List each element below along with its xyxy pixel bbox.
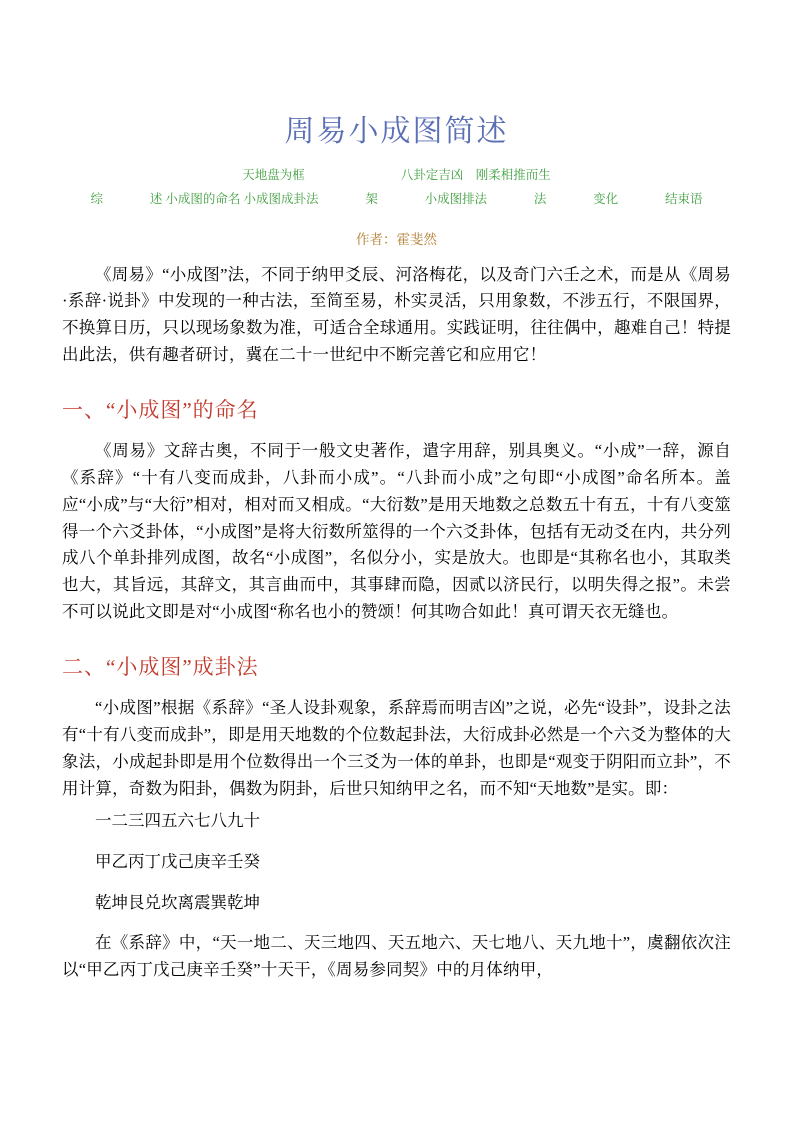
section-heading-2: 二、“小成图”成卦法 bbox=[62, 655, 259, 680]
toc-item-bianhua[interactable]: 变化 bbox=[593, 191, 619, 206]
toc-item-tiandipan[interactable]: 天地盘为框 bbox=[242, 168, 305, 182]
author-line: 作者：霍斐然 bbox=[356, 231, 437, 247]
section-2-trailing-paragraph: 在《系辞》中，“天一地二、天三地四、天五地六、天七地八、天九地十”，虞翻依次注以“甲乙丙丁戊己庚辛壬癸”十天干，《周易参同契》中的月体纳甲， bbox=[62, 933, 731, 980]
toc-item-paifa[interactable]: 小成图排法 bbox=[424, 191, 488, 206]
heavenly-stems-line: 甲乙丙丁戊己庚辛壬癸 bbox=[95, 852, 260, 871]
intro-paragraph: 《周易》“小成图”法，不同于纳甲爻辰、河洛梅花，以及奇门六壬之术，而是从《周易·系辞·说卦》中发现的一种古法，至简至易，朴实灵活，只用象数，不涉五行，不限国界，不换算日历，只以现场象数为准，可适合全球通用。实践证明，往往偶中，趣难自己！特提出此法，供有趣者研讨，冀在二十一世纪中不断完善它和应用它！ bbox=[62, 264, 731, 364]
trigrams-line: 乾坤艮兑坎离震巽乾坤 bbox=[95, 892, 260, 912]
page-title: 周易小成图简述 bbox=[284, 115, 509, 148]
toc-item-shu[interactable]: 述 小成图的命名 小成图成卦法 bbox=[149, 191, 319, 206]
toc-item-zong[interactable]: 综 bbox=[90, 191, 104, 206]
toc-row-bottom bbox=[77, 188, 717, 212]
section-heading-1: 一、“小成图”的命名 bbox=[62, 398, 259, 423]
toc-item-jieshuyu[interactable]: 结束语 bbox=[664, 191, 703, 206]
toc-item-fa[interactable]: 法 bbox=[533, 191, 547, 206]
table-of-contents bbox=[77, 164, 717, 212]
section-2-paragraph-1: “小成图”根据《系辞》“圣人设卦观象，系辞焉而明吉凶”之说，必先“设卦”，设卦之法有“十有八变而成卦”，即是用天地数的个位数起卦法，大衍成卦必然是一个六爻为整体的大象法，小成起卦即是用个位数得出一个三爻为一体的单卦，也即是“观变于阴阳而立卦”，不用计算，奇数为阳卦，偶数为阴卦，后世只知纳甲之名，而不知“天地数”是实。即： bbox=[62, 698, 731, 798]
toc-item-jia[interactable]: 架 bbox=[365, 191, 378, 206]
section-1-paragraph-1: 《周易》文辞古奥，不同于一般文史著作，遣字用辞，别具奥义。“小成”一辞，源自《系辞》“十有八变而成卦，八卦而小成”。“八卦而小成”之句即“小成图”命名所本。盖应“小成”与“大衍”相对，相对而又相成。“大衍数”是用天地数之总数五十有五，十有八变筮得一个六爻卦体，“小成图”是将大衍数所筮得的一个六爻卦体，包括有无动爻在内，共分列成八个单卦排列成图，故名“小成图”，名似分小，实是放大。也即是“其称名也小，其取类也大，其旨远，其辞文，其言曲而中，其事肆而隐，因贰以济民行，以明失得之报”。未尝不可以说此文即是对“小成图“称名也小的赞颂！何其吻合如此！真可谓天衣无缝也。 bbox=[62, 441, 731, 621]
toc-item-bagua[interactable]: 八卦定吉凶 刚柔相推而生 bbox=[400, 168, 551, 182]
toc-row-top bbox=[77, 164, 717, 188]
numbers-line: 一二三四五六七八九十 bbox=[95, 811, 260, 831]
